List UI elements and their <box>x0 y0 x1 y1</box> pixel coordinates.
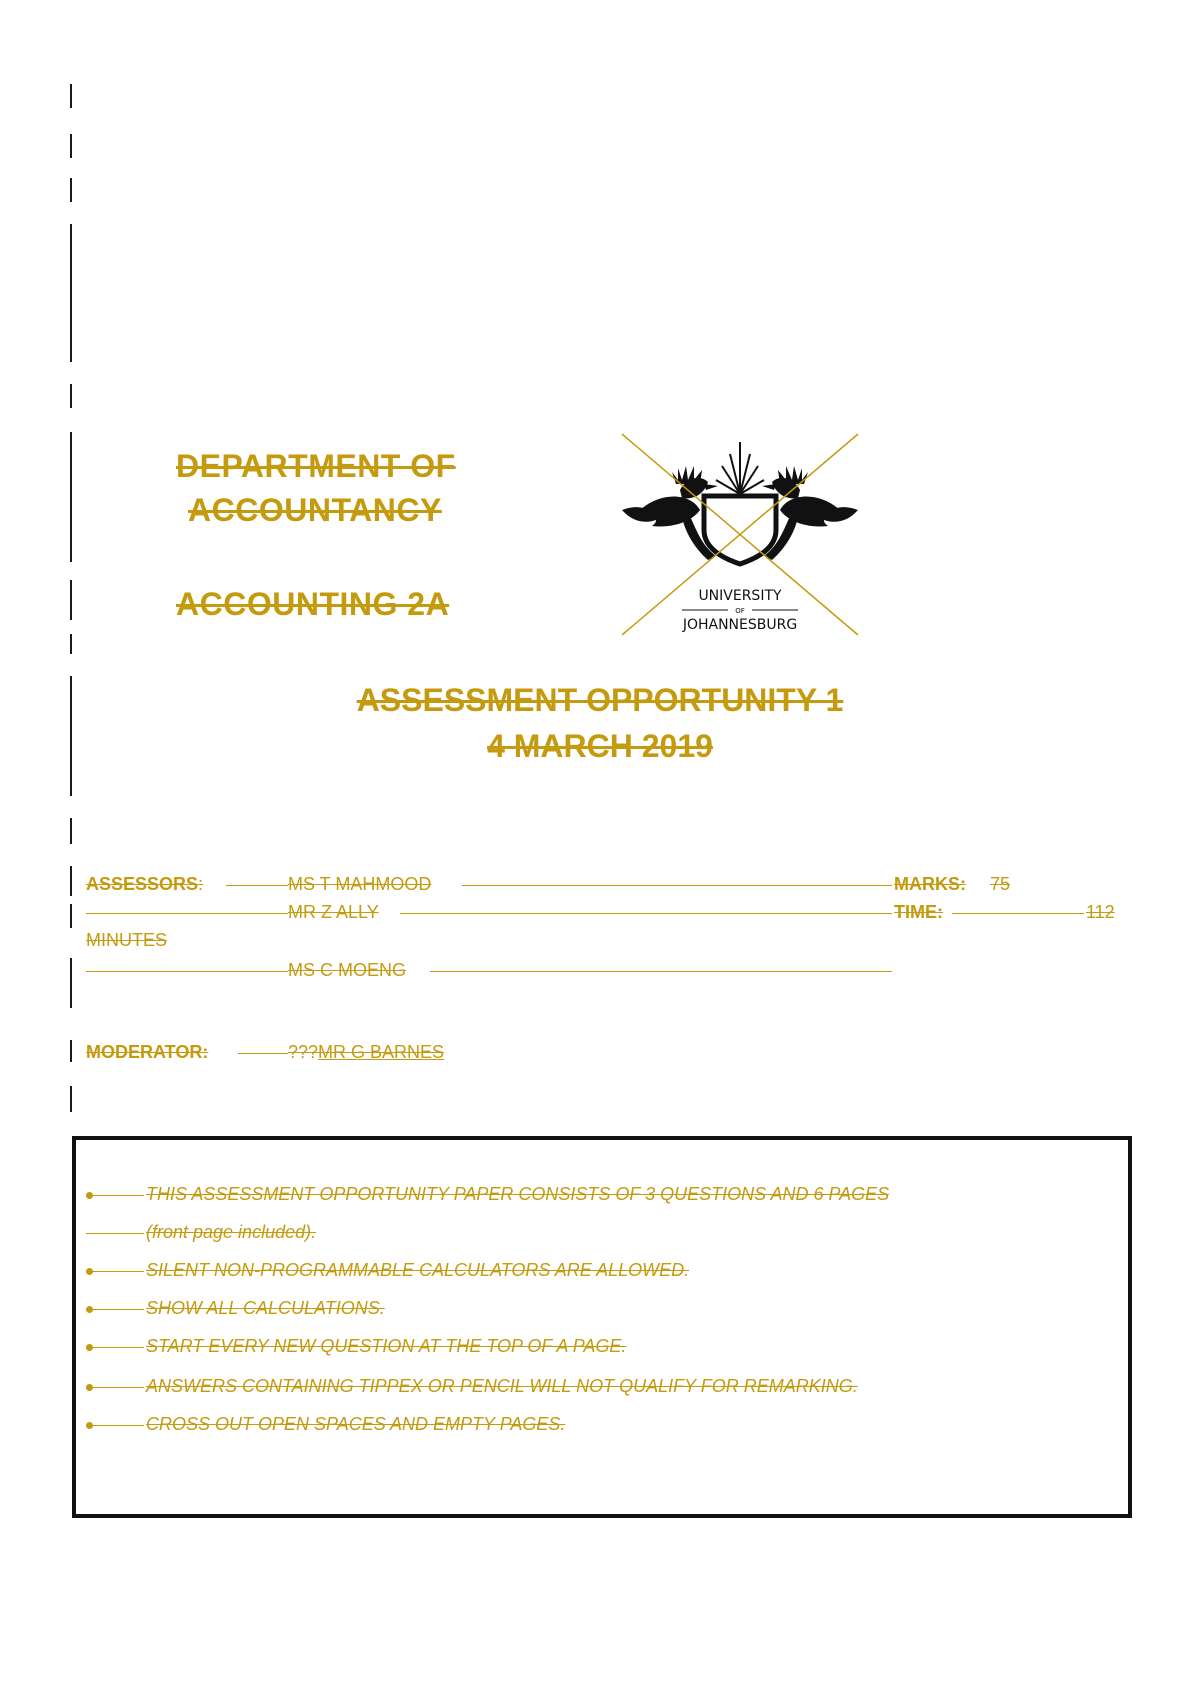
tab-leader <box>86 1425 144 1426</box>
change-bar <box>70 1040 72 1062</box>
change-bar <box>70 224 72 362</box>
change-bar <box>70 866 72 896</box>
change-bar <box>70 818 72 844</box>
tab-leader <box>86 1347 144 1348</box>
tab-leader <box>86 913 288 914</box>
tab-leader <box>86 1309 144 1310</box>
university-logo <box>620 432 860 637</box>
assessment-date: 4 MARCH 2019 <box>487 728 713 764</box>
change-bar <box>70 134 72 158</box>
logo-text-line2: OF <box>735 607 745 615</box>
time-label: TIME: <box>894 902 943 922</box>
assessor-name: MS C MOENG <box>288 960 407 980</box>
change-bar <box>70 904 72 928</box>
tab-leader <box>400 913 892 914</box>
moderator-name: MR G BARNES <box>318 1042 445 1062</box>
assessor-name: MR Z ALLY <box>288 902 379 922</box>
time-unit: MINUTES <box>86 930 167 950</box>
moderator-value <box>288 1042 444 1063</box>
marks-value: 75 <box>990 874 1011 894</box>
tab-leader <box>86 1195 144 1196</box>
moderator-label: MODERATOR: <box>86 1042 209 1062</box>
instruction-item: START EVERY NEW QUESTION AT THE TOP OF A PAGE. <box>146 1336 627 1356</box>
assessors-colon: : <box>198 874 204 894</box>
tab-leader <box>430 971 892 972</box>
instruction-item: SILENT NON-PROGRAMMABLE CALCULATORS ARE ALLOWED. <box>146 1260 690 1280</box>
assessment-title: ASSESSMENT OPPORTUNITY 1 <box>356 682 844 718</box>
instruction-item: ANSWERS CONTAINING TIPPEX OR PENCIL WILL NOT QUALIFY FOR REMARKING. <box>146 1376 858 1396</box>
tab-leader <box>86 1233 144 1234</box>
marks-label: MARKS: <box>894 874 966 894</box>
tab-leader <box>86 971 288 972</box>
change-bar <box>70 580 72 620</box>
instruction-item: CROSS OUT OPEN SPACES AND EMPTY PAGES. <box>146 1414 566 1434</box>
instruction-item: THIS ASSESSMENT OPPORTUNITY PAPER CONSISTS OF 3 QUESTIONS AND 6 PAGES <box>146 1184 890 1204</box>
time-value: 112 <box>1086 902 1115 922</box>
change-bar <box>70 634 72 654</box>
assessor-name: MS T MAHMOOD <box>288 874 432 894</box>
assessors-label-text: ASSESSORS <box>86 874 199 894</box>
instruction-item: (front page included). <box>146 1222 317 1242</box>
instruction-item: SHOW ALL CALCULATIONS. <box>146 1298 385 1318</box>
tab-leader <box>226 885 288 886</box>
uj-crest-icon <box>620 432 860 637</box>
tab-leader <box>86 1271 144 1272</box>
change-bar <box>70 958 72 1008</box>
department-title-line1: DEPARTMENT OF <box>176 448 456 484</box>
tab-leader <box>952 913 1084 914</box>
department-title-line2: ACCOUNTANCY <box>188 492 442 528</box>
change-bar <box>70 178 72 202</box>
tab-leader <box>238 1053 288 1054</box>
tab-leader <box>462 885 892 886</box>
logo-text-line3: JOHANNESBURG <box>682 617 798 633</box>
tab-leader <box>86 1387 144 1388</box>
change-bar <box>70 1086 72 1112</box>
course-title: ACCOUNTING 2A <box>176 586 450 622</box>
change-bar <box>70 432 72 562</box>
moderator-prefix: ??? <box>288 1042 319 1062</box>
change-bar <box>70 384 72 408</box>
logo-text-line1: UNIVERSITY <box>698 588 782 604</box>
assessors-label <box>86 874 203 895</box>
change-bar <box>70 84 72 108</box>
